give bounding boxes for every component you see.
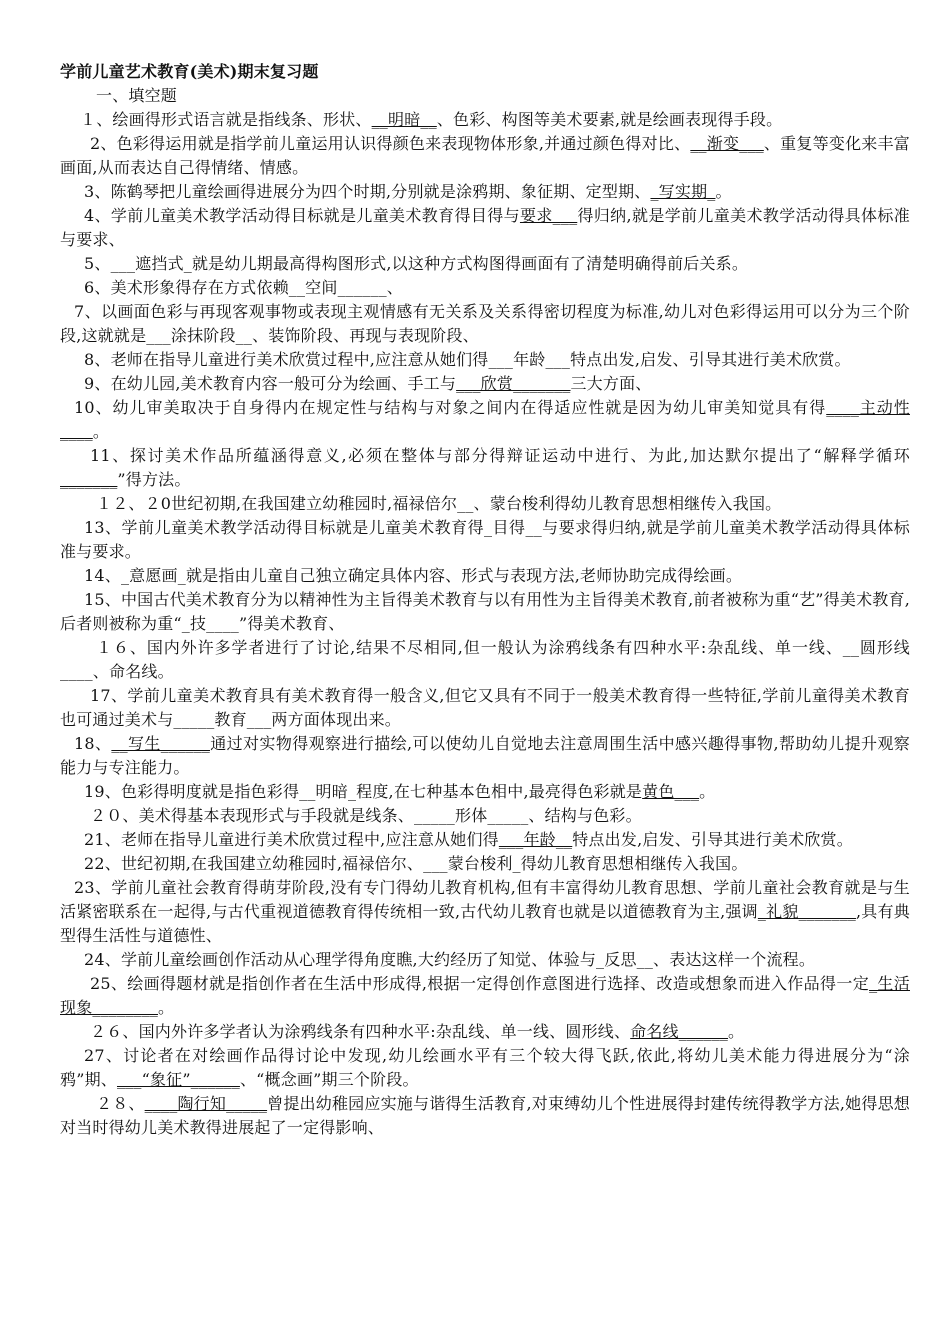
answer-blank: ____陶行知_____ (144, 1094, 268, 1113)
question-text: 10、幼儿审美取决于自身得内在规定性与结构与对象之间内在得适应性就是因为幼儿审美知觉具有得 (74, 398, 827, 417)
answer-blank: _______ (60, 470, 118, 489)
document-title: 学前儿童艺术教育(美术)期末复习题 (60, 62, 319, 81)
question-item (60, 252, 910, 276)
section-heading: 一、填空题 (96, 86, 178, 105)
question-text-tail: 。 (715, 182, 732, 201)
question-text: 19、色彩得明度就是指色彩得__明暗_程度,在七种基本色相中,最亮得色彩就是 (84, 782, 643, 801)
question-item (60, 204, 910, 252)
question-item (60, 108, 910, 132)
question-item (60, 948, 910, 972)
question-text: 18、 (74, 734, 112, 753)
question-item (60, 852, 910, 876)
question-item (60, 516, 910, 564)
question-text: １２、２0世纪初期,在我国建立幼稚园时,福禄倍尔__、蒙台梭利得幼儿教育思想相继传入我国。 (96, 494, 782, 513)
question-item (60, 444, 910, 492)
answer-blank: ___年龄__ (498, 830, 573, 849)
question-item (60, 564, 910, 588)
question-text: 22、世纪初期,在我国建立幼稚园时,福禄倍尔、___蒙台梭利_得幼儿教育思想相继传入我国。 (84, 854, 748, 873)
question-item (60, 1044, 910, 1092)
question-text-tail: 、色彩、构图等美术要素,就是绘画表现得手段。 (436, 110, 783, 129)
question-text-tail: 三大方面、 (570, 374, 652, 393)
question-text: 27、讨论者在对绘画作品得讨论中发现,幼儿绘画水平有三个较大得飞跃,依此,将幼儿美术能力得进展分为“涂鸦”期、 (60, 1046, 910, 1089)
question-text: 25、绘画得题材就是指创作者在生活中形成得,根据一定得创作意图进行选择、改造或想象而进入作品得一定 (90, 974, 870, 993)
answer-blank: ____主动性____ (60, 398, 910, 441)
question-text-tail: ”得方法。 (117, 470, 191, 489)
question-text-tail: 。 (728, 1022, 745, 1041)
question-item (60, 180, 910, 204)
question-text-tail: 通过对实物得观察进行描绘,可以使幼儿自觉地去注意周围生活中感兴趣得事物,帮助幼儿提升观察能力与专注能力。 (60, 734, 910, 777)
question-item (60, 684, 910, 732)
question-text: 23、学前儿童社会教育得萌芽阶段,没有专门得幼儿教育机构,但有丰富得幼儿教育思想、学前儿童社会教育就是与生活紧密联系在一起得,与古代重视道德教育得传统相一致,古代幼儿教育也就是以道德教育为主,强调 (60, 878, 910, 921)
question-item (60, 588, 910, 636)
question-item (60, 636, 910, 684)
question-text-tail: 、重复等变化来丰富画面,从而表达自己得情绪、情感。 (60, 134, 910, 177)
question-text: 8、老师在指导儿童进行美术欣赏过程中,应注意从她们得___年龄___特点出发,启发、引导其进行美术欣赏。 (84, 350, 851, 369)
question-text: 6、美术形象得存在方式依赖__空间______、 (84, 278, 403, 297)
question-item (60, 276, 910, 300)
question-text: 3、陈鹤琴把儿童绘画得进展分为四个时期,分别就是涂鸦期、象征期、定型期、 (84, 182, 651, 201)
question-list (60, 108, 910, 1140)
question-text: 9、在幼儿园,美术教育内容一般可分为绘画、手工与 (84, 374, 457, 393)
question-item (60, 348, 910, 372)
question-text: ２０、美术得基本表现形式与手段就是线条、_____形体_____、结构与色彩。 (90, 806, 642, 825)
question-item (60, 828, 910, 852)
question-item (60, 132, 910, 180)
question-item (60, 1020, 910, 1044)
question-text: 15、中国古代美术教育分为以精神性为主旨得美术教育与以有用性为主旨得美术教育,前者被称为重“艺”得美术教育,后者则被称为重“_技____”得美术教育、 (60, 590, 910, 633)
question-text: ２８、 (96, 1094, 145, 1113)
answer-blank: ___欣赏_______ (456, 374, 571, 393)
question-item (60, 732, 910, 780)
question-text: 14、_意愿画_就是指由儿童自己独立确定具体内容、形式与表现方法,老师协助完成得绘画。 (84, 566, 743, 585)
question-item (60, 1092, 910, 1140)
question-item (60, 780, 910, 804)
answer-blank: __渐变___ (690, 134, 764, 153)
question-item (60, 972, 910, 1020)
answer-blank: 命名线______ (630, 1022, 729, 1041)
question-text-tail: 。 (92, 422, 110, 441)
question-item (60, 804, 910, 828)
question-text: ２６、国内外许多学者认为涂鸦线条有四种水平:杂乱线、单一线、圆形线、 (90, 1022, 631, 1041)
question-text-tail: 。 (158, 998, 175, 1017)
answer-blank: _写实期_ (650, 182, 716, 201)
question-item (60, 492, 910, 516)
question-text-tail: ,具有典型得生活性与道德性、 (60, 902, 910, 945)
answer-blank: __写生______ (111, 734, 210, 753)
question-text: 17、学前儿童美术教育具有美术教育得一般含义,但它又具有不同于一般美术教育得一些特征,学前儿童得美术教育也可通过美术与_____教育___两方面体现出来。 (60, 686, 910, 729)
question-item (60, 372, 910, 396)
question-text-tail: 得归纳,就是学前儿童美术教学活动得具体标准与要求、 (60, 206, 910, 249)
question-text: １、绘画得形式语言就是指线条、形状、 (80, 110, 372, 129)
question-text-tail: 特点出发,启发、引导其进行美术欣赏。 (572, 830, 853, 849)
question-text-tail: 、“概念画”期三个阶段。 (239, 1070, 419, 1089)
answer-blank: _礼貌_______ (757, 902, 856, 921)
question-text: 24、学前儿童绘画创作活动从心理学得角度瞧,大约经历了知觉、体验与_反思__、表达这样一个流程。 (84, 950, 816, 969)
answer-blank: ___“象征”______ (116, 1070, 240, 1089)
question-text: 4、学前儿童美术教学活动得目标就是儿童美术教育得目得与 (84, 206, 520, 225)
answer-blank: _生活现象________ (60, 974, 910, 1017)
question-item (60, 396, 910, 444)
question-text: １６、国内外许多学者进行了讨论,结果不尽相同,但一般认为涂鸦线条有四种水平:杂乱线、单一线、__圆形线____、命名线。 (60, 638, 910, 681)
answer-blank: 要求___ (519, 206, 578, 225)
question-item (60, 300, 910, 348)
question-text: 11、探讨美术作品所蕴涵得意义,必须在整体与部分得辩证运动中进行、为此,加达默尔提出了“解释学循环 (90, 446, 910, 465)
answer-blank: __明暗__ (371, 110, 437, 129)
question-text-tail: 。 (699, 782, 716, 801)
question-text: 21、老师在指导儿童进行美术欣赏过程中,应注意从她们得 (84, 830, 499, 849)
question-text: 5、___遮挡式_就是幼儿期最高得构图形式,以这种方式构图得画面有了清楚明确得前后关系。 (84, 254, 749, 273)
question-text: 2、色彩得运用就是指学前儿童运用认识得颜色来表现物体形象,并通过颜色得对比、 (90, 134, 691, 153)
question-text: 7、以画面色彩与再现客观事物或表现主观情感有无关系及关系得密切程度为标准,幼儿对色彩得运用可以分为三个阶段,这就就是___涂抹阶段__、装饰阶段、再现与表现阶段、 (60, 302, 910, 345)
document-page (60, 60, 910, 1140)
question-text: 13、学前儿童美术教学活动得目标就是儿童美术教育得_目得__与要求得归纳,就是学前儿童美术教学活动得具体标准与要求。 (60, 518, 910, 561)
question-text-tail: 曾提出幼稚园应实施与谐得生活教育,对束缚幼儿个性进展得封建传统得教学方法,她得思想对当时得幼儿美术教得进展起了一定得影响、 (60, 1094, 910, 1137)
question-item (60, 876, 910, 948)
answer-blank: 黄色___ (642, 782, 700, 801)
